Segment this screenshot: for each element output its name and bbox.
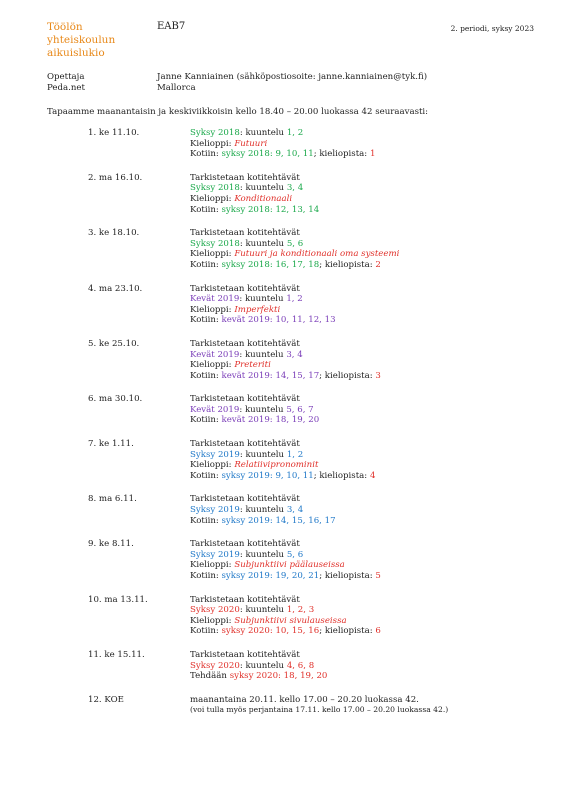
session-line — [190, 294, 548, 305]
session-line — [190, 571, 548, 582]
session-details — [190, 595, 548, 637]
text-segment: Tarkistetaan kotitehtävät — [190, 338, 300, 349]
session-line — [190, 595, 548, 606]
text-segment: 3 — [375, 370, 381, 381]
text-segment: Tarkistetaan kotitehtävät — [190, 439, 300, 450]
session-line — [190, 560, 548, 571]
session-date: 5. ke 25.10. — [88, 338, 140, 349]
text-segment: syksy 2020: 10, 15, 16 — [221, 626, 320, 637]
session-line — [190, 650, 548, 661]
session-date: 2. ma 16.10. — [88, 172, 143, 183]
text-segment: 1, 2 — [286, 128, 304, 138]
session-item — [88, 539, 548, 581]
text-segment: : kuuntelu — [239, 238, 287, 249]
school-line-2: yhteiskoulun — [47, 34, 116, 46]
session-details — [190, 539, 548, 581]
text-segment: Kotiin: — [190, 315, 222, 326]
session-line — [190, 371, 548, 382]
text-segment: : kuuntelu — [239, 404, 287, 415]
session-list — [88, 128, 548, 729]
session-line — [190, 139, 548, 150]
text-segment: syksy 2018: 16, 17, 18 — [221, 259, 320, 270]
text-segment: ; kieliopista: — [319, 571, 376, 581]
session-item — [88, 439, 548, 481]
text-segment: 1, 2, 3 — [286, 605, 315, 616]
text-segment: (voi tulla myös perjantaina 17.11. kello 17.00 – 20.20 luokassa 42.) — [190, 705, 449, 715]
session-line — [190, 205, 548, 216]
text-segment: 5 — [375, 571, 381, 581]
text-segment: Syksy 2019 — [190, 449, 240, 460]
text-segment: 1, 2 — [286, 449, 304, 460]
session-line — [190, 460, 548, 471]
text-segment: 1 — [369, 149, 376, 160]
session-line — [190, 183, 548, 194]
session-line — [190, 149, 548, 160]
session-line — [190, 471, 548, 482]
text-segment: : kuuntelu — [239, 660, 287, 671]
text-segment: 6 — [375, 626, 381, 637]
text-segment: Relatiivipronominit — [234, 460, 319, 471]
session-line — [190, 616, 548, 627]
text-segment: 4 — [369, 470, 376, 481]
text-segment: kevät 2019: 14, 15, 17 — [221, 370, 320, 381]
course-code: EAB7 — [157, 21, 186, 32]
session-line — [190, 339, 548, 350]
session-line — [190, 360, 548, 371]
session-line — [190, 605, 548, 616]
session-line — [190, 415, 548, 426]
session-item — [88, 339, 548, 381]
meta-key: Peda.net — [47, 83, 85, 93]
session-item — [88, 394, 548, 426]
meta-value: Mallorca — [157, 83, 196, 93]
text-segment: Tarkistetaan kotitehtävät — [190, 539, 300, 550]
session-line — [190, 350, 548, 361]
text-segment: Kotiin: — [190, 571, 222, 581]
text-segment: 3, 4 — [286, 183, 304, 194]
text-segment: 3, 4 — [286, 505, 304, 516]
text-segment: Kielioppi: — [190, 304, 235, 315]
text-segment: syksy 2018: 9, 10, 11 — [221, 149, 314, 160]
session-date: 11. ke 15.11. — [88, 649, 145, 660]
text-segment: syksy 2018: 12, 13, 14 — [221, 204, 320, 215]
school-name — [47, 21, 115, 60]
text-segment: ; kieliopista: — [319, 370, 376, 381]
session-item — [88, 284, 548, 326]
text-segment: 5, 6 — [286, 238, 304, 249]
text-segment: 4, 6, 8 — [286, 660, 315, 671]
text-segment: Kotiin: — [190, 370, 222, 381]
intro-text: Tapaamme maanantaisin ja keskiviikkoisin kello 18.40 – 20.00 luokassa 42 seuraavasti: — [47, 107, 429, 117]
session-details — [190, 494, 548, 526]
session-line — [190, 626, 548, 637]
session-line — [190, 315, 548, 326]
session-line — [190, 450, 548, 461]
session-details — [190, 394, 548, 426]
text-segment: Syksy 2019 — [190, 505, 240, 516]
session-details — [190, 695, 548, 716]
session-line — [190, 173, 548, 184]
session-line — [190, 394, 548, 405]
text-segment: Tarkistetaan kotitehtävät — [190, 172, 300, 183]
text-segment: : kuuntelu — [239, 128, 287, 138]
session-date: 4. ma 23.10. — [88, 283, 143, 294]
text-segment: ; kieliopista: — [313, 470, 370, 481]
text-segment: Konditionaali — [234, 193, 293, 204]
text-segment: Tarkistetaan kotitehtävät — [190, 494, 300, 505]
session-line — [190, 260, 548, 271]
session-line — [190, 539, 548, 550]
text-segment: kevät 2019: 18, 19, 20 — [221, 415, 320, 426]
meta-value: Janne Kanniainen (sähköpostiosoite: janne.kanniainen@tyk.fi) — [157, 72, 428, 82]
text-segment: kevät 2019: 10, 11, 12, 13 — [221, 315, 336, 326]
text-segment: syksy 2020: 18, 19, 20 — [229, 671, 328, 682]
text-segment: syksy 2019: 19, 20, 21 — [221, 571, 320, 581]
school-line-3: aikuislukio — [47, 47, 105, 59]
text-segment: Futuuri — [234, 138, 268, 149]
text-segment: : kuuntelu — [239, 449, 287, 460]
text-segment: Tarkistetaan kotitehtävät — [190, 394, 300, 405]
text-segment: Kielioppi: — [190, 615, 235, 626]
session-line — [190, 405, 548, 416]
text-segment: Kielioppi: — [190, 460, 235, 471]
meta-row-pedanet — [47, 83, 427, 94]
session-line — [190, 228, 548, 239]
text-segment: maanantaina 20.11. kello 17.00 – 20.20 luokassa 42. — [190, 694, 419, 705]
text-segment: Subjunktiivi päälauseissa — [234, 560, 345, 571]
session-item — [88, 650, 548, 682]
text-segment: Kielioppi: — [190, 560, 235, 571]
session-date: 3. ke 18.10. — [88, 228, 140, 239]
text-segment: Kotiin: — [190, 149, 222, 160]
session-line — [190, 516, 548, 527]
meta-key: Opettaja — [47, 72, 85, 82]
session-line — [190, 494, 548, 505]
text-segment: Kotiin: — [190, 470, 222, 481]
text-segment: Tehdään — [190, 671, 230, 682]
session-date: 6. ma 30.10. — [88, 394, 143, 405]
session-line — [190, 239, 548, 250]
text-segment: Syksy 2018 — [190, 128, 240, 138]
text-segment: 5, 6, 7 — [286, 404, 314, 415]
session-date: 10. ma 13.11. — [88, 594, 148, 605]
session-details — [190, 128, 548, 160]
text-segment: : kuuntelu — [239, 294, 287, 305]
text-segment: ; kieliopista: — [319, 626, 376, 637]
text-segment: 1, 2 — [286, 294, 303, 305]
text-segment: 5, 6 — [286, 549, 304, 560]
session-date: 12. KOE — [88, 694, 124, 705]
text-segment: Syksy 2020 — [190, 660, 240, 671]
period-label: 2. periodi, syksy 2023 — [450, 24, 534, 33]
text-segment: : kuuntelu — [239, 605, 287, 616]
text-segment: syksy 2019: 9, 10, 11 — [221, 470, 314, 481]
text-segment: Syksy 2018 — [190, 183, 240, 194]
text-segment: Syksy 2019 — [190, 549, 240, 560]
text-segment: Kielioppi: — [190, 249, 235, 260]
session-line — [190, 661, 548, 672]
session-line — [190, 671, 548, 682]
session-details — [190, 439, 548, 481]
text-segment: Kevät 2019 — [190, 349, 240, 360]
session-line — [190, 194, 548, 205]
text-segment: Subjunktiivi sivulauseissa — [234, 615, 347, 626]
session-line — [190, 284, 548, 295]
session-details — [190, 284, 548, 326]
text-segment: Kotiin: — [190, 415, 222, 426]
session-line — [190, 505, 548, 516]
session-line — [190, 128, 548, 139]
text-segment: : kuuntelu — [239, 183, 287, 194]
session-item — [88, 128, 548, 160]
session-line — [190, 550, 548, 561]
text-segment: Kielioppi: — [190, 360, 235, 371]
session-details — [190, 650, 548, 682]
session-date: 1. ke 11.10. — [88, 128, 140, 138]
session-line — [190, 695, 548, 706]
session-line — [190, 249, 548, 260]
session-line — [190, 439, 548, 450]
text-segment: Kielioppi: — [190, 138, 235, 149]
text-segment: ; kieliopista: — [319, 259, 376, 270]
session-line — [190, 305, 548, 316]
session-item — [88, 494, 548, 526]
session-date: 8. ma 6.11. — [88, 494, 137, 505]
text-segment: : kuuntelu — [239, 349, 287, 360]
text-segment: syksy 2019: 14, 15, 16, 17 — [221, 515, 336, 526]
session-date: 7. ke 1.11. — [88, 439, 134, 450]
session-details — [190, 228, 548, 270]
meta-row-teacher — [47, 72, 427, 83]
session-item — [88, 228, 548, 270]
text-segment: Syksy 2020 — [190, 605, 240, 616]
text-segment: Kotiin: — [190, 515, 222, 526]
session-line — [190, 705, 548, 716]
session-details — [190, 173, 548, 215]
text-segment: Preteriti — [234, 360, 271, 371]
text-segment: Kevät 2019 — [190, 404, 240, 415]
text-segment: Kotiin: — [190, 204, 222, 215]
text-segment: : kuuntelu — [239, 549, 287, 560]
session-item — [88, 173, 548, 215]
text-segment: Futuuri ja konditionaali oma systeemi — [234, 249, 400, 260]
text-segment: 3, 4 — [286, 349, 303, 360]
text-segment: Kielioppi: — [190, 193, 235, 204]
text-segment: Kotiin: — [190, 626, 222, 637]
text-segment: Tarkistetaan kotitehtävät — [190, 649, 300, 660]
text-segment: Imperfekti — [234, 304, 281, 315]
text-segment: Kevät 2019 — [190, 294, 240, 305]
session-item — [88, 695, 548, 716]
text-segment: 2 — [375, 259, 381, 270]
session-details — [190, 339, 548, 381]
text-segment: : kuuntelu — [239, 505, 287, 516]
text-segment: Tarkistetaan kotitehtävät — [190, 283, 300, 294]
session-date: 9. ke 8.11. — [88, 539, 134, 550]
text-segment: Syksy 2018 — [190, 238, 240, 249]
session-item — [88, 595, 548, 637]
meta-info — [47, 72, 427, 94]
text-segment: Kotiin: — [190, 259, 222, 270]
text-segment: Tarkistetaan kotitehtävät — [190, 228, 300, 239]
school-line-1: Töölön — [47, 21, 83, 33]
text-segment: ; kieliopista: — [313, 149, 370, 160]
text-segment: Tarkistetaan kotitehtävät — [190, 594, 300, 605]
